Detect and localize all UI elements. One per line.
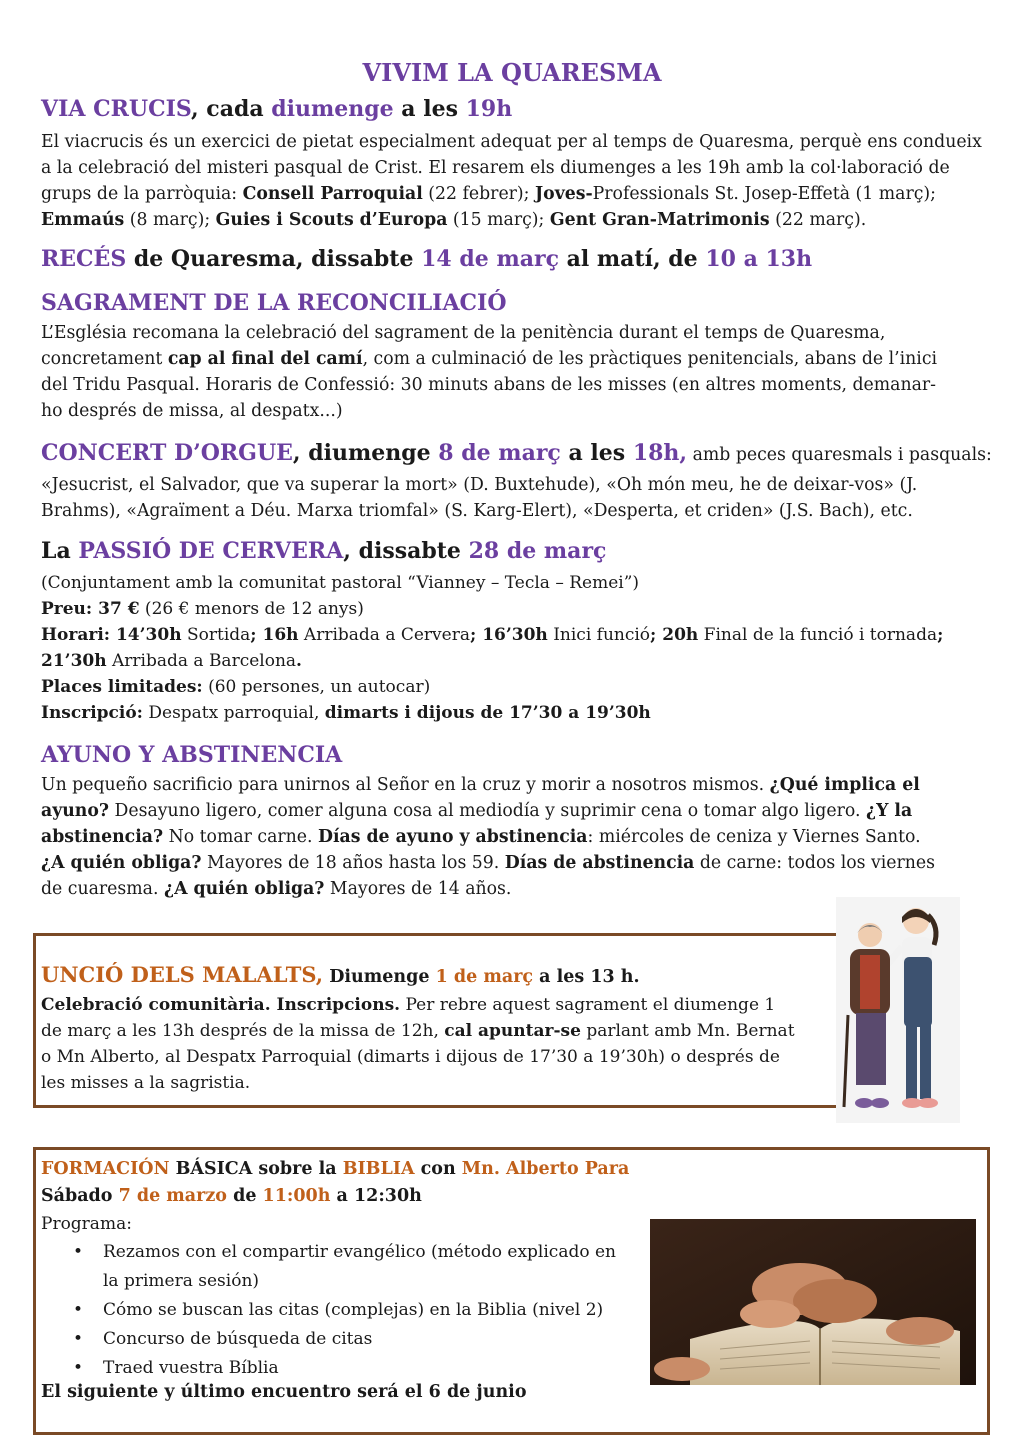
ayuno-heading: AYUNO Y ABSTINENCIA <box>41 742 343 768</box>
list-item: • Concurso de búsqueda de citas <box>41 1325 651 1354</box>
concert-text: «Jesucrist, el Salvador, que va superar la mort» (D. Buxtehude), «Oh món meu, he de deixar-vos» (J. Brahms), «Agraïment a Déu. Marxa triomfal» (S. Karg-Elert), «Desperta, et criden» (J.S. Bach), etc. <box>41 475 918 521</box>
list-item: • Traed vuestra Bíblia <box>41 1354 651 1383</box>
concert-heading: CONCERT D’ORGUE, diumenge 8 de març a les 18h, amb peces quaresmals i pasquals: <box>41 440 992 466</box>
reconciliacio-heading: SAGRAMENT DE LA RECONCILIACIÓ <box>41 290 507 316</box>
ayuno-text: Un pequeño sacrificio para unirnos al Señor en la cruz y morir a nosotros mismos. ¿Qué implica el ayuno? Desayuno ligero, comer alguna cosa al mediodía y suprimir cena o tomar algo ligero. ¿Y la abstinencia? No tomar carne. Días de ayuno y abstinencia: miércoles de ceniza y Viernes Santo. ¿A quién obliga? Mayores de 18 años hasta los 59. Días de abstinencia de carne: todos los viernes de cuaresma. ¿A quién obliga? Mayores de 14 años. <box>41 775 936 899</box>
passio-details: (Conjuntament amb la comunitat pastoral “Vianney – Tecla – Remei”) Preu: 37 € (26 € menors de 12 anys) Horari: 14’30h Sortida; 16h Arribada a Cervera; 16’30h Inici funció; 20h Final de la funció i tornada; 21’30h Arribada a Barcelona. Places limitades: (60 persones, un autocar) Inscripció: Despatx parroquial, dimarts i dijous de 17’30 a 19’30h <box>41 573 944 723</box>
reces-heading: RECÉS de Quaresma, dissabte 14 de març al matí, de 10 a 13h <box>41 246 813 272</box>
list-item: la primera sesión) <box>103 1271 260 1291</box>
reconciliacio-text: L’Església recomana la celebració del sagrament de la penitència durant el temps de Quaresma, concretament cap al final del camí, com a culminació de les pràctiques penitencials, abans de l’inici del Tridu Pasqual. Horaris de Confessió: 30 minuts abans de les misses (en altres moments, demanar- ho després de missa, al despatx...) <box>41 323 938 421</box>
passio-heading: La PASSIÓ DE CERVERA, dissabte 28 de març <box>41 538 607 564</box>
uncio-heading: UNCIÓ DELS MALALTS, Diumenge 1 de març a les 13 h. <box>41 962 640 987</box>
via-crucis-text: El viacrucis és un exercici de pietat especialment adequat per al temps de Quaresma, perquè ens condueix a la celebració del misteri pasqual de Crist. El resarem els diumenges a les 19h amb la col·laboració de grups de la parròquia: Consell Parroquial (22 febrer); Joves-Professionals St. Josep-Effetà (1 març); Emmaús (8 març); Guies i Scouts d’Europa (15 març); Gent Gran-Matrimonis (22 març). <box>41 132 982 230</box>
formacion-footer: El siguiente y último encuentro será el 6 de junio <box>41 1382 527 1402</box>
formacion-heading: FORMACIÓN BÁSICA sobre la BIBLIA con Mn. Alberto Para <box>41 1159 630 1179</box>
bible-hands-photo <box>650 1219 976 1385</box>
formacion-date: Sábado 7 de marzo de 11:00h a 12:30h <box>41 1186 422 1206</box>
uncio-text: Celebració comunitària. Inscripcions. Per rebre aquest sagrament el diumenge 1 de març a les 13h després de la missa de 12h, cal apuntar-se parlant amb Mn. Bernat o Mn Alberto, al Despatx Parroquial (dimarts i dijous de 17’30 a 19’30h) o després de les misses a la sagristia. <box>41 995 795 1093</box>
programa-label: Programa: <box>41 1214 132 1234</box>
elderly-care-illustration <box>836 897 960 1123</box>
via-crucis-title: VIA CRUCIS <box>41 96 191 122</box>
via-crucis-heading: VIA CRUCIS, cada diumenge a les 19h <box>41 96 513 122</box>
list-item: • Rezamos con el compartir evangélico (método explicado en <box>41 1238 651 1267</box>
list-item: • Cómo se buscan las citas (complejas) en la Biblia (nivel 2) <box>41 1296 651 1325</box>
page-title: VIVIM LA QUARESMA <box>362 58 662 87</box>
programa-list <box>41 1238 651 1383</box>
